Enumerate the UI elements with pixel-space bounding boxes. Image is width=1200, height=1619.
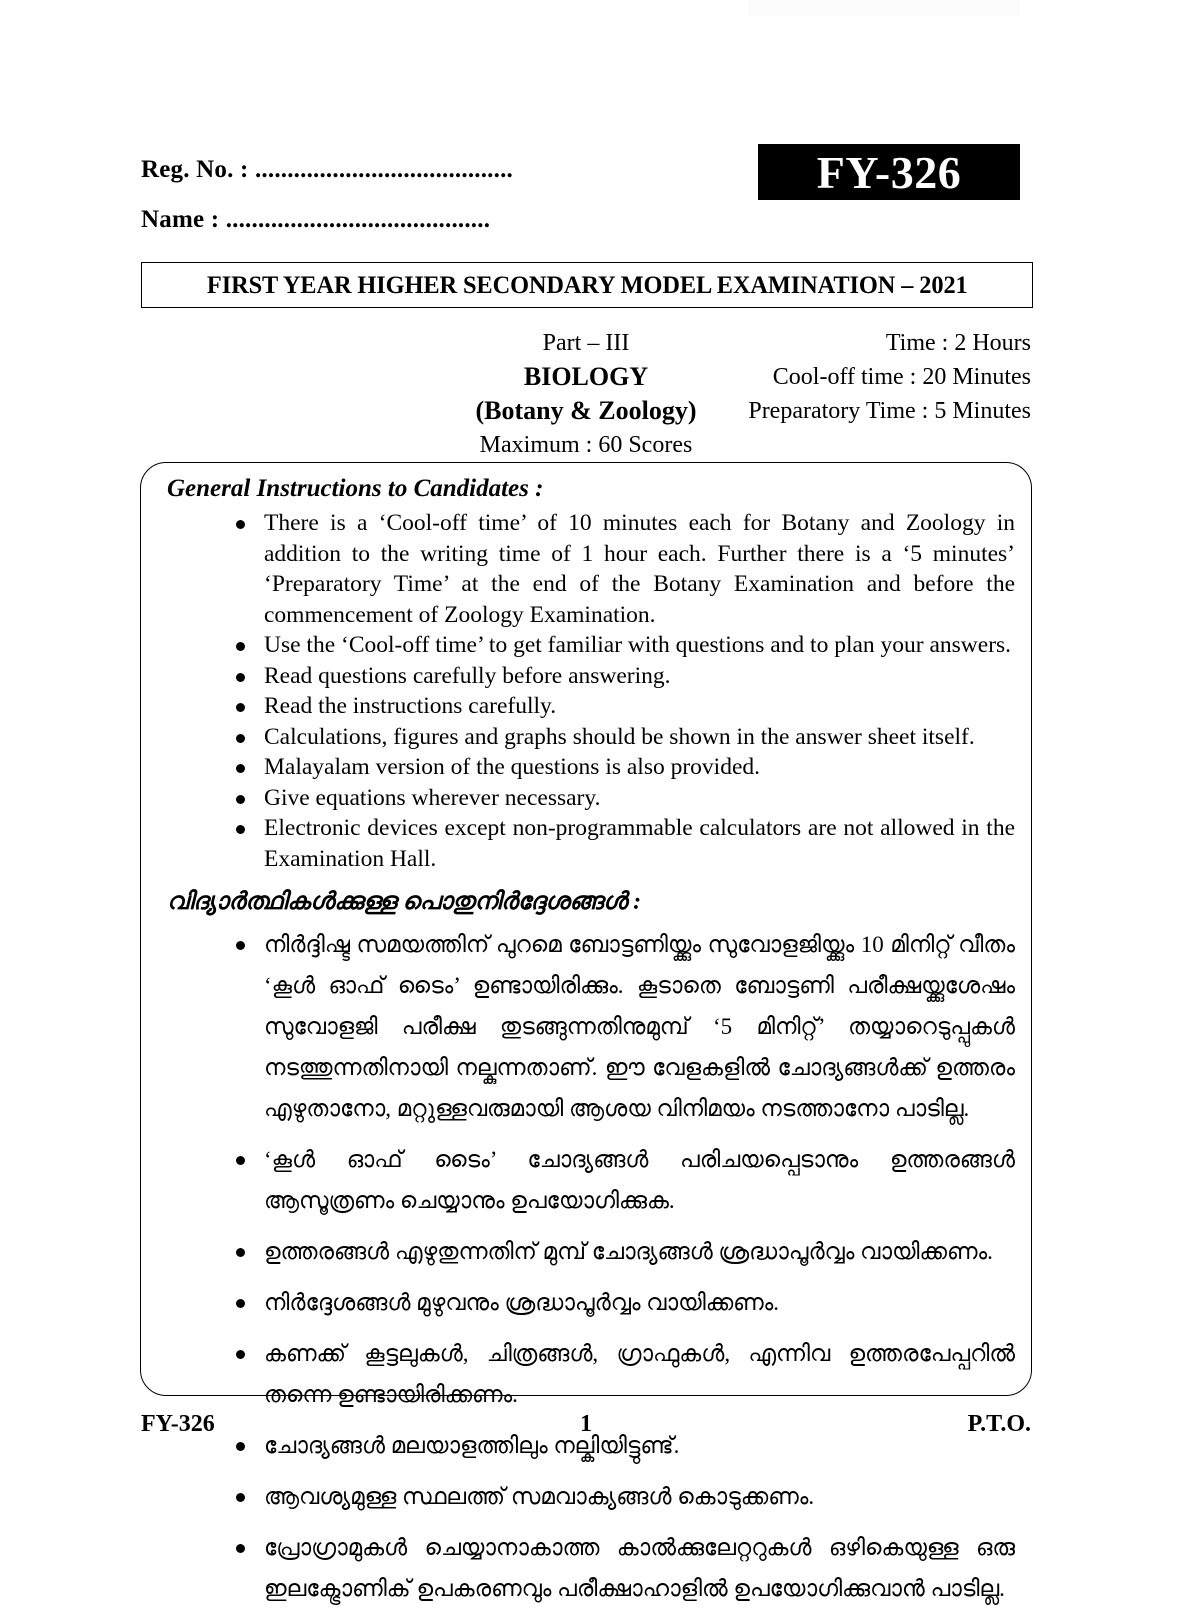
- part-label: Part – III: [542, 330, 630, 356]
- instruction-item: Use the ‘Cool-off time’ to get familiar with questions and to plan your answers.: [167, 630, 1015, 661]
- instruction-item: Give equations wherever necessary.: [167, 783, 1015, 814]
- instruction-item: Calculations, figures and graphs should be shown in the answer sheet itself.: [167, 722, 1015, 753]
- name-field-label: Name : .........................................: [141, 206, 491, 233]
- exam-meta: [141, 326, 1031, 458]
- instruction-item: ‘കൂൾ ഓഫ് ടൈം’ ചോദ്യങ്ങൾ പരിചയപ്പെടാനും ഉത്തരങ്ങൾ ആസൂത്രണം ചെയ്യാനും ഉപയോഗിക്കുക.: [167, 1139, 1015, 1221]
- candidate-fields: [141, 145, 701, 245]
- instruction-item: ചോദ്യങ്ങൾ മലയാളത്തിലും നല്കിയിട്ടുണ്ട്.: [167, 1425, 1015, 1466]
- footer-exam-code: FY-326: [141, 1411, 215, 1437]
- subject-label: BIOLOGY: [523, 362, 649, 391]
- reg-no-field-label: Reg. No. : ........................................: [141, 156, 513, 183]
- page-footer: [141, 1408, 1031, 1440]
- instructions-heading-malayalam: വിദ്യാർത്ഥികൾക്കുള്ള പൊതുനിർദ്ദേശങ്ങൾ :: [167, 889, 642, 915]
- page-title: FIRST YEAR HIGHER SECONDARY MODEL EXAMINATION – 2021: [206, 270, 968, 299]
- instruction-item: നിർദ്ദിഷ്ട സമയത്തിന് പുറമെ ബോട്ടണിയ്ക്കും സുവോളജിയ്ക്കും 10 മിനിറ്റ് വീതം ‘കൂൾ ഓഫ് ടൈം’ ഉണ്ടായിരിക്കും. കൂടാതെ ബോട്ടണി പരീക്ഷയ്ക്കുശേഷം സുവോളജി പരീക്ഷ തുടങ്ങുന്നതിനുമുമ്പ് ‘5 മിനിറ്റ്’ തയ്യാറെടുപ്പുകൾ നടത്തുന്നതിനായി നല്കുന്നതാണ്. ഈ വേളകളിൽ ചോദ്യങ്ങൾക്ക് ഉത്തരം എഴുതാനോ, മറ്റുള്ളവരുമായി ആശയ വിനിമയം നടത്താനോ പാടില്ല.: [167, 924, 1015, 1129]
- preparatory-time-label: Preparatory Time : 5 Minutes: [748, 398, 1031, 424]
- footer-pto-label: P.T.O.: [967, 1411, 1031, 1437]
- instructions-list-malayalam: [167, 924, 1015, 1609]
- exam-meta-timing-column: [631, 326, 1031, 428]
- instruction-item: Electronic devices except non-programmable calculators are not allowed in the Examination Hall.: [167, 813, 1015, 874]
- instruction-item: Read the instructions carefully.: [167, 691, 1015, 722]
- cool-off-time-label: Cool-off time : 20 Minutes: [772, 364, 1031, 390]
- instructions-heading-english: General Instructions to Candidates :: [167, 475, 544, 502]
- instruction-item: ഉത്തരങ്ങൾ എഴുതുന്നതിന് മുമ്പ് ചോദ്യങ്ങൾ ശ്രദ്ധാപൂർവ്വം വായിക്കണം.: [167, 1231, 1015, 1272]
- instruction-item: നിർദ്ദേശങ്ങൾ മുഴുവനും ശ്രദ്ധാപൂർവ്വം വായിക്കണം.: [167, 1282, 1015, 1323]
- instruction-item: Read questions carefully before answering.: [167, 661, 1015, 692]
- footer-page-number: 1: [580, 1411, 592, 1437]
- exam-title-box: [141, 262, 1033, 308]
- maximum-scores-label: Maximum : 60 Scores: [479, 432, 693, 458]
- instruction-item: പ്രോഗ്രാമുകൾ ചെയ്യാനാകാത്ത കാൽക്കുലേറ്ററുകൾ ഒഴികെയുള്ള ഒരു ഇലക്ട്രോണിക് ഉപകരണവും പരീക്ഷാഹാളിൽ ഉപയോഗിക്കുവാൻ പാടില്ല.: [167, 1527, 1015, 1609]
- exam-code-badge: FY-326: [758, 144, 1020, 200]
- instructions-list-english: [167, 508, 1015, 874]
- instruction-item: There is a ‘Cool-off time’ of 10 minutes each for Botany and Zoology in addition to the writing time of 1 hour each. Further there is a ‘5 minutes’ ‘Preparatory Time’ at the end of the Botany Examination and before the commencement of Zoology Examination.: [167, 508, 1015, 630]
- subject-sub-label: (Botany & Zoology): [475, 396, 697, 425]
- instruction-item: കണക്ക് കൂട്ടലുകൾ, ചിത്രങ്ങൾ, ഗ്രാഫുകൾ, എന്നിവ ഉത്തരപേപ്പറിൽ തന്നെ ഉണ്ടായിരിക്കണം.: [167, 1333, 1015, 1415]
- instruction-item: ആവശ്യമുള്ള സ്ഥലത്ത് സമവാക്യങ്ങൾ കൊടുക്കണം.: [167, 1476, 1015, 1517]
- instruction-item: Malayalam version of the questions is also provided.: [167, 752, 1015, 783]
- time-label: Time : 2 Hours: [885, 330, 1031, 356]
